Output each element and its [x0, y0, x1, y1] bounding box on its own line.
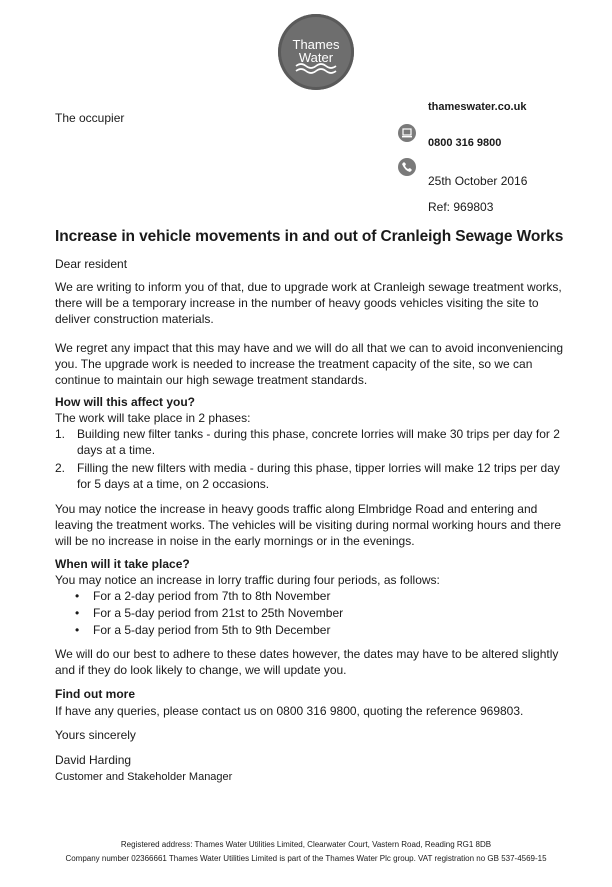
laptop-icon: [398, 124, 416, 142]
bullet-icon: •: [75, 623, 80, 637]
signatory-role: Customer and Stakeholder Manager: [55, 771, 233, 783]
affect-intro: The work will take place in 2 phases:: [55, 411, 251, 425]
phases-list: [55, 426, 570, 492]
adhere-paragraph: We will do our best to adhere to these dates however, the dates may have to be altered slightly and if they do look likely to change, we will update you.: [55, 647, 559, 677]
bullet-icon: •: [75, 589, 80, 603]
list-item: [55, 426, 570, 458]
bullet-icon: •: [75, 606, 80, 620]
list-text: For a 5-day period from 21st to 25th November: [93, 606, 344, 620]
phone-number: 0800 316 9800: [428, 137, 502, 149]
reference: Ref: 969803: [428, 200, 494, 214]
footer-address: Registered address: Thames Water Utilities Limited, Clearwater Court, Vastern Road, Reading RG1 8DB: [120, 840, 492, 849]
list-text: For a 5-day period from 5th to 9th December: [93, 623, 331, 637]
recipient: The occupier: [55, 111, 125, 125]
find-out-more-text: If have any queries, please contact us on 0800 316 9800, quoting the reference 969803.: [55, 704, 524, 718]
when-heading: When will it take place?: [55, 557, 190, 571]
letter-title: Increase in vehicle movements in and out of Cranleigh Sewage Works: [55, 228, 564, 245]
list-number: 2.: [55, 461, 66, 475]
salutation: Dear resident: [55, 257, 128, 271]
list-number: 1.: [55, 427, 66, 441]
logo-line-1: Thames: [292, 37, 340, 52]
wave-icon: [294, 62, 338, 74]
thames-water-logo: [278, 14, 354, 90]
closing: Yours sincerely: [55, 728, 136, 742]
signatory-name: David Harding: [55, 753, 132, 767]
find-out-more-heading: Find out more: [55, 687, 135, 701]
letter-date: 25th October 2016: [428, 174, 528, 188]
regret-paragraph: We regret any impact that this may have and we will do all that we can to avoid inconveniencing you. The upgrade work is needed to increase the treatment capacity of the site, so we can continue to maintain our high sewage treatment standards.: [55, 341, 564, 387]
list-text: Filling the new filters with media - during this phase, tipper lorries will make 12 trips per day for 5 days at a time, on 2 occasions.: [77, 461, 560, 491]
traffic-paragraph: You may notice the increase in heavy goods traffic along Elmbridge Road and entering and leaving the treatment works. The vehicles will be visiting during normal working hours and there will be no increase in noise in the early mornings or in the evenings.: [55, 502, 562, 548]
phone-icon: [398, 158, 416, 176]
list-item: [55, 460, 570, 492]
footer-company: Company number 02366661 Thames Water Utilities Limited is part of the Thames Water Plc group. VAT registration no GB 537-4569-15: [65, 854, 547, 863]
when-intro: You may notice an increase in lorry traffic during four periods, as follows:: [55, 573, 440, 587]
list-item: [75, 588, 343, 605]
list-item: [75, 605, 343, 622]
list-text: For a 2-day period from 7th to 8th November: [93, 589, 331, 603]
website-text: thameswater.co.uk: [428, 101, 527, 113]
logo-line-2: Water: [298, 50, 334, 65]
intro-paragraph: We are writing to inform you of that, due to upgrade work at Cranleigh sewage treatment works, there will be a temporary increase in the number of heavy goods vehicles visiting the site to deliver construction materials.: [55, 280, 562, 326]
periods-list: [75, 588, 343, 639]
list-text: Building new filter tanks - during this phase, concrete lorries will make 30 trips per day for 2 days at a time.: [77, 427, 560, 457]
list-item: [75, 622, 343, 639]
affect-heading: How will this affect you?: [55, 395, 196, 409]
